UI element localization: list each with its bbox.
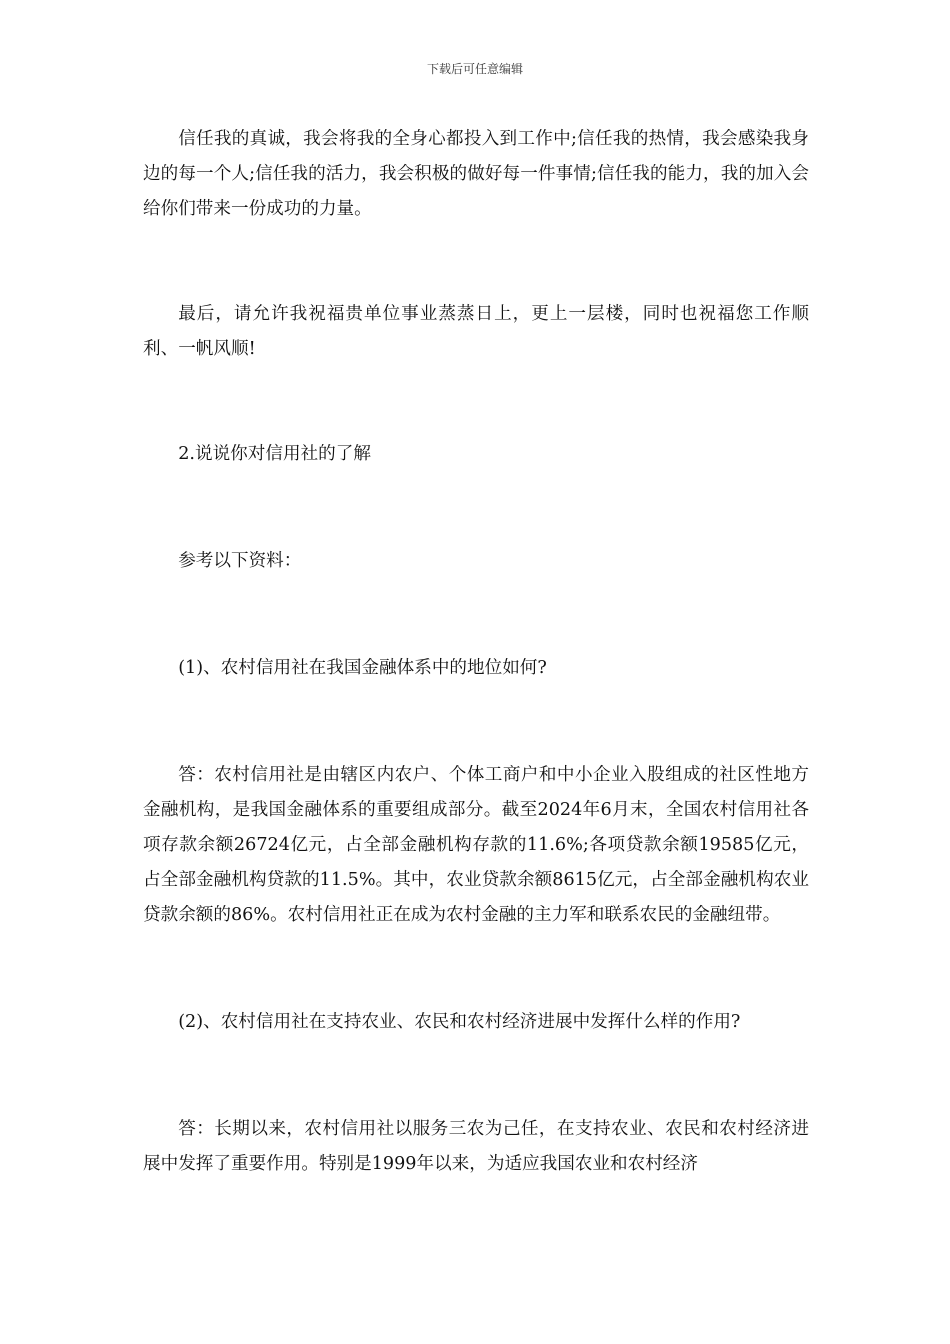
document-body	[143, 122, 809, 1182]
question-1: (1)、农村信用社在我国金融体系中的地位如何?	[178, 658, 547, 678]
paragraph-reference-intro: 参考以下资料：	[178, 551, 302, 571]
question-2: (2)、农村信用社在支持农业、农民和农村经济进展中发挥什么样的作用?	[178, 1012, 741, 1032]
section-heading-credit-union: 2.说说你对信用社的了解	[178, 444, 371, 464]
paragraph-trust: 信任我的真诚，我会将我的全身心都投入到工作中;信任我的热情，我会感染我身边的每一个人;信任我的活力，我会积极的做好每一件事情;信任我的能力，我的加入会给你们带来一份成功的力量。	[143, 129, 809, 219]
answer-1: 答：农村信用社是由辖区内农户、个体工商户和中小企业入股组成的社区性地方金融机构，是我国金融体系的重要组成部分。截至2024年6月末，全国农村信用社各项存款余额26724亿元，占全部金融机构存款的11.6%;各项贷款余额19585亿元，占全部金融机构贷款的11.5%。其中，农业贷款余额8615亿元，占全部金融机构农业贷款余额的86%。农村信用社正在成为农村金融的主力军和联系农民的金融纽带。	[143, 765, 809, 925]
answer-2: 答：长期以来，农村信用社以服务三农为己任，在支持农业、农民和农村经济进展中发挥了重要作用。特别是1999年以来，为适应我国农业和农村经济	[143, 1119, 809, 1174]
page-header: 下载后可任意编辑	[426, 62, 523, 76]
paragraph-closing-wishes: 最后，请允许我祝福贵单位事业蒸蒸日上，更上一层楼，同时也祝福您工作顺利、一帆风顺!	[143, 304, 809, 359]
